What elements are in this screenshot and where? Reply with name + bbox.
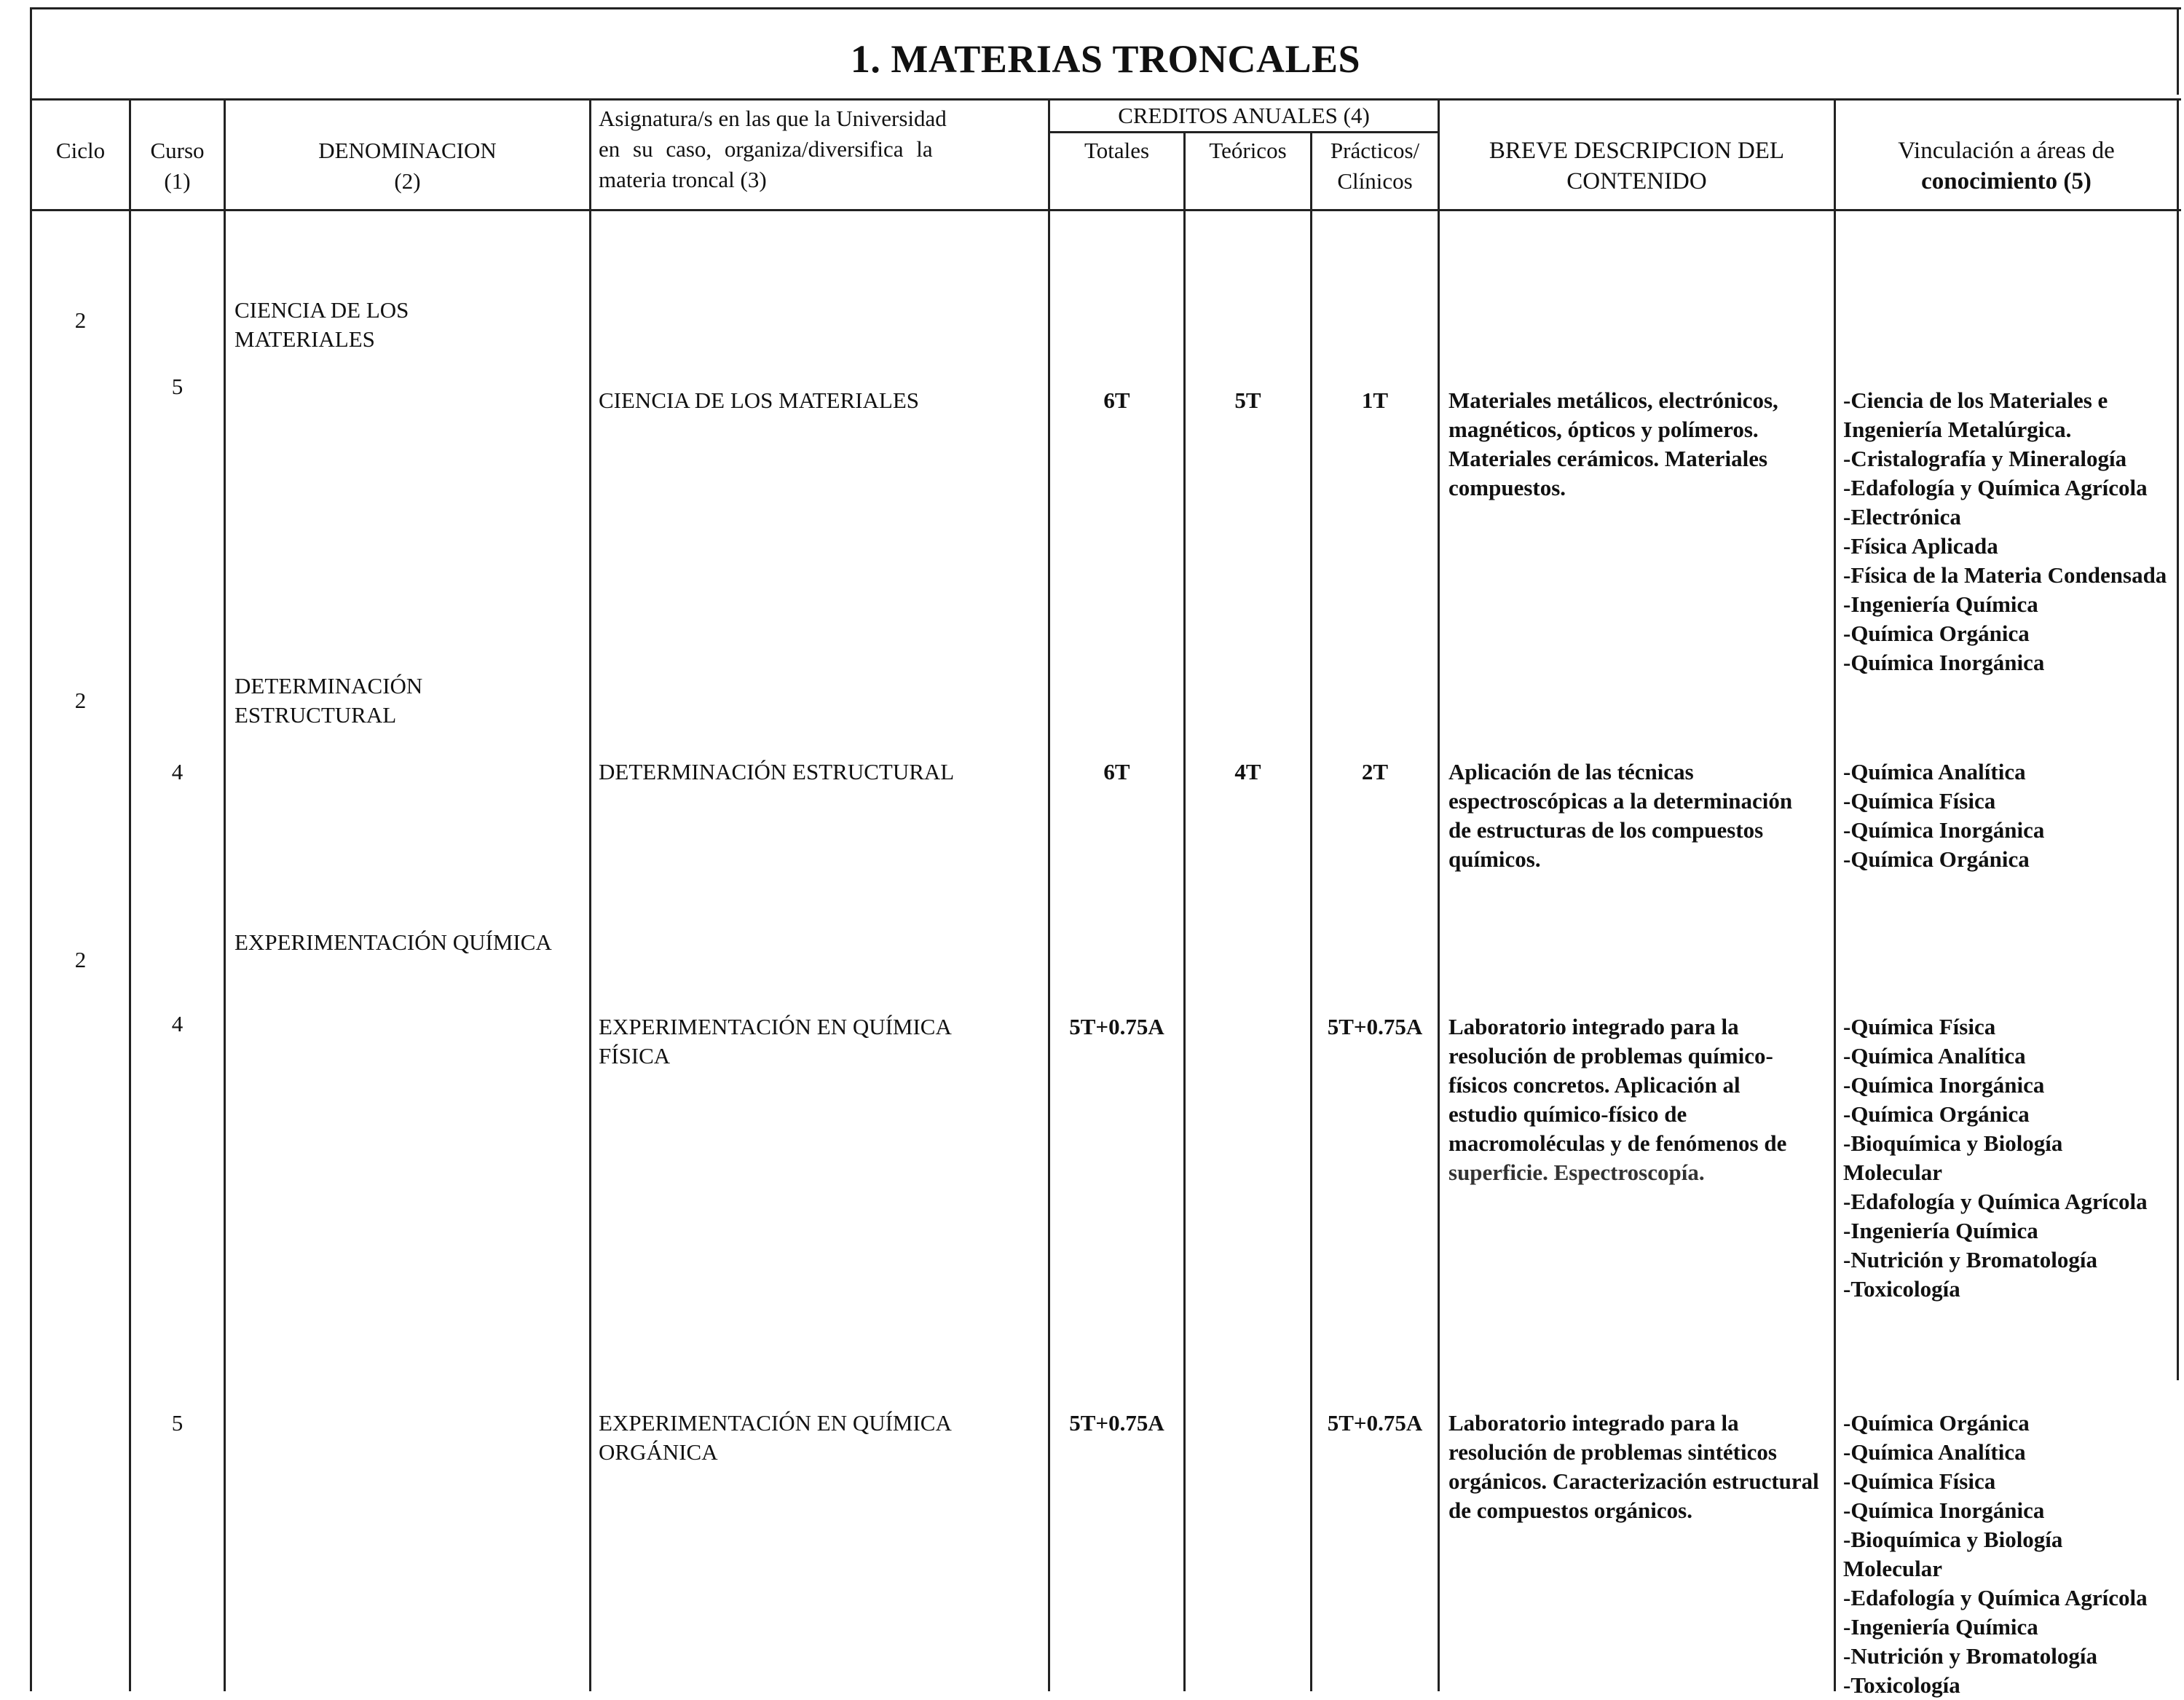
table-left-border [30, 7, 32, 1691]
header-practicos-line-2: Clínicos [1337, 168, 1413, 194]
header-practicos-line-1: Prácticos/ [1330, 138, 1420, 163]
row3-descripcion-line-1: Laboratorio integrado para la [1448, 1014, 1739, 1039]
row4-vinculacion-line-10: -Toxicología [1843, 1672, 1960, 1698]
row4-curso: 5 [171, 1410, 184, 1436]
row3-vinculacion-line-5: -Bioquímica y Biología [1843, 1130, 2063, 1156]
row3-descripcion-line-3: físicos concretos. Aplicación al [1448, 1072, 1741, 1098]
row3-vinculacion-line-9: -Nutrición y Bromatología [1843, 1247, 2098, 1272]
row3-ciclo: 2 [74, 947, 87, 972]
row3-denominacion [234, 928, 584, 957]
row2-asignatura [599, 757, 1043, 787]
row4-asignatura-line-2: ORGÁNICA [599, 1439, 718, 1465]
row3-asignatura [599, 1012, 1043, 1071]
row4-descripcion [1448, 1409, 1831, 1525]
row4-totales: 5T+0.75A [1069, 1410, 1164, 1436]
row3-descripcion-line-6: superficie. Espectroscopía. [1448, 1160, 1705, 1185]
header-vinculacion-line-2: conocimiento (5) [1921, 168, 2092, 194]
row4-vinculacion-line-7: -Edafología y Química Agrícola [1843, 1585, 2148, 1610]
row3-vinculacion-line-4: -Química Orgánica [1843, 1101, 2030, 1127]
row2-denominacion-line-2: ESTRUCTURAL [234, 702, 397, 728]
row2-descripcion-line-1: Aplicación de las técnicas [1448, 759, 1694, 784]
row3-asignatura-line-2: FÍSICA [599, 1043, 671, 1069]
row2-curso: 4 [171, 759, 184, 784]
row3-descripcion-line-4: estudio químico-físico de [1448, 1101, 1687, 1127]
header-descripcion [1440, 135, 1834, 197]
row2-descripcion [1448, 757, 1831, 874]
header-asignatura-line-1: Asignatura/s en las que la Universidad [599, 106, 947, 131]
row1-descripcion-line-2: magnéticos, ópticos y polímeros. [1448, 417, 1759, 442]
header-creditos [1050, 101, 1438, 131]
header-bottom-rule [30, 209, 2181, 211]
col-sep-8 [1834, 98, 1836, 1691]
row1-vinculacion-line-10: -Química Inorgánica [1843, 650, 2045, 675]
header-ciclo [32, 135, 129, 166]
row1-vinculacion-line-3: -Cristalografía y Mineralogía [1843, 446, 2127, 471]
header-asignatura-line-2: en su caso, organiza/diversifica la [599, 136, 933, 162]
header-teoricos-text: Teóricos [1209, 138, 1287, 163]
row3-vinculacion-line-8: -Ingeniería Química [1843, 1218, 2038, 1243]
row1-vinculacion-line-8: -Ingeniería Química [1843, 591, 2038, 617]
row1-denominacion [234, 296, 584, 354]
row1-descripcion-line-3: Materiales cerámicos. Materiales [1448, 446, 1768, 471]
row4-practicos: 5T+0.75A [1327, 1410, 1423, 1436]
header-descripcion-line-1: BREVE DESCRIPCION DEL [1489, 138, 1785, 164]
header-curso-text: Curso [150, 138, 205, 163]
page-title: 1. MATERIAS TRONCALES [850, 37, 1361, 81]
row1-denominacion-line-2: MATERIALES [234, 326, 375, 352]
row4-vinculacion-line-2: -Química Analítica [1843, 1439, 2026, 1465]
document-table [30, 7, 2181, 1698]
header-asignatura [599, 103, 1041, 195]
header-totales-text: Totales [1084, 138, 1150, 163]
row3-denominacion-line-1: EXPERIMENTACIÓN QUÍMICA [234, 929, 552, 955]
row3-curso: 4 [171, 1011, 184, 1036]
row4-vinculacion-line-6: Molecular [1843, 1556, 1943, 1581]
col-sep-6 [1310, 131, 1312, 1691]
header-vinculacion [1836, 135, 2177, 197]
row2-asignatura-line-1: DETERMINACIÓN ESTRUCTURAL [599, 759, 955, 784]
row4-vinculacion-line-3: -Química Física [1843, 1468, 1996, 1494]
row3-vinculacion [1843, 1012, 2177, 1304]
row3-descripcion [1448, 1012, 1831, 1187]
row1-asignatura-line-1: CIENCIA DE LOS MATERIALES [599, 387, 920, 413]
row2-ciclo: 2 [74, 688, 87, 713]
creditos-rule [1048, 131, 1438, 133]
row3-vinculacion-line-1: -Química Física [1843, 1014, 1996, 1039]
col-sep-5 [1183, 131, 1186, 1691]
row3-asignatura-line-1: EXPERIMENTACIÓN EN QUÍMICA [599, 1014, 952, 1039]
row1-vinculacion-line-5: -Electrónica [1843, 504, 1961, 530]
row1-denominacion-line-1: CIENCIA DE LOS [234, 297, 409, 323]
row1-vinculacion [1843, 386, 2177, 677]
row3-vinculacion-line-10: -Toxicología [1843, 1276, 1960, 1302]
row4-asignatura-line-1: EXPERIMENTACIÓN EN QUÍMICA [599, 1410, 952, 1436]
row2-denominacion [234, 672, 584, 730]
header-curso [131, 135, 224, 197]
row4-asignatura [599, 1409, 1043, 1467]
col-sep-3 [589, 98, 591, 1691]
row3-totales: 5T+0.75A [1069, 1014, 1164, 1039]
col-sep-1 [129, 98, 131, 1691]
row2-vinculacion [1843, 757, 2177, 874]
header-descripcion-line-2: CONTENIDO [1566, 168, 1707, 194]
header-curso-note: (1) [164, 168, 191, 194]
row4-vinculacion [1843, 1409, 2177, 1700]
header-vinculacion-line-1: Vinculación a áreas de [1898, 138, 2115, 164]
row2-vinculacion-line-4: -Química Orgánica [1843, 846, 2030, 872]
col-sep-2 [224, 98, 226, 1691]
row2-practicos: 2T [1361, 759, 1389, 784]
header-practicos [1312, 135, 1438, 197]
row1-ciclo: 2 [74, 307, 87, 333]
row3-vinculacion-line-2: -Química Analítica [1843, 1043, 2026, 1069]
row2-vinculacion-line-3: -Química Inorgánica [1843, 817, 2045, 843]
row1-teoricos: 5T [1234, 387, 1261, 413]
col-sep-7 [1438, 98, 1440, 1691]
row1-asignatura [599, 386, 1043, 415]
row1-vinculacion-line-7: -Física de la Materia Condensada [1843, 562, 2167, 588]
header-totales [1050, 135, 1183, 166]
row1-vinculacion-line-4: -Edafología y Química Agrícola [1843, 475, 2148, 500]
table-top-border [30, 7, 2181, 9]
row2-teoricos: 4T [1234, 759, 1261, 784]
header-denominacion-text: DENOMINACION [318, 138, 497, 163]
row4-vinculacion-line-9: -Nutrición y Bromatología [1843, 1643, 2098, 1669]
row4-descripcion-line-2: resolución de problemas sintéticos [1448, 1439, 1777, 1465]
row1-descripcion-line-4: compuestos. [1448, 475, 1566, 500]
row3-descripcion-line-5: macromoléculas y de fenómenos de [1448, 1130, 1787, 1156]
row1-descripcion [1448, 386, 1831, 503]
header-denominacion-note: (2) [394, 168, 421, 194]
row4-vinculacion-line-5: -Bioquímica y Biología [1843, 1527, 2063, 1552]
row1-vinculacion-line-2: Ingeniería Metalúrgica. [1843, 417, 2072, 442]
row1-vinculacion-line-6: -Física Aplicada [1843, 533, 1998, 559]
row1-totales: 6T [1103, 387, 1130, 413]
row3-vinculacion-line-6: Molecular [1843, 1160, 1943, 1185]
row2-totales: 6T [1103, 759, 1130, 784]
row4-descripcion-line-4: de compuestos orgánicos. [1448, 1498, 1692, 1523]
row2-descripcion-line-4: químicos. [1448, 846, 1541, 872]
row4-descripcion-line-3: orgánicos. Caracterización estructural [1448, 1468, 1819, 1494]
row4-vinculacion-line-8: -Ingeniería Química [1843, 1614, 2038, 1640]
header-asignatura-line-3: materia troncal (3) [599, 167, 767, 192]
col-sep-4 [1048, 98, 1050, 1691]
header-ciclo-text: Ciclo [55, 138, 106, 163]
row2-vinculacion-line-2: -Química Física [1843, 788, 1996, 814]
col-sep-9 [2177, 98, 2179, 1380]
row1-vinculacion-line-1: -Ciencia de los Materiales e [1843, 387, 2108, 413]
row4-vinculacion-line-4: -Química Inorgánica [1843, 1498, 2045, 1523]
row1-curso: 5 [171, 374, 184, 399]
row4-vinculacion-line-1: -Química Orgánica [1843, 1410, 2030, 1436]
row1-practicos: 1T [1361, 387, 1389, 413]
row2-denominacion-line-1: DETERMINACIÓN [234, 673, 423, 699]
row2-vinculacion-line-1: -Química Analítica [1843, 759, 2026, 784]
row3-vinculacion-line-7: -Edafología y Química Agrícola [1843, 1189, 2148, 1214]
row3-practicos: 5T+0.75A [1327, 1014, 1423, 1039]
row3-vinculacion-line-3: -Química Inorgánica [1843, 1072, 2045, 1098]
row1-descripcion-line-1: Materiales metálicos, electrónicos, [1448, 387, 1778, 413]
row3-descripcion-line-2: resolución de problemas químico- [1448, 1043, 1773, 1069]
row2-descripcion-line-2: espectroscópicas a la determinación [1448, 788, 1793, 814]
header-creditos-text: CREDITOS ANUALES (4) [1118, 103, 1370, 128]
row1-vinculacion-line-9: -Química Orgánica [1843, 621, 2030, 646]
header-denominacion [226, 135, 589, 197]
header-teoricos [1186, 135, 1310, 166]
row4-descripcion-line-1: Laboratorio integrado para la [1448, 1410, 1739, 1436]
row2-descripcion-line-3: de estructuras de los compuestos [1448, 817, 1764, 843]
